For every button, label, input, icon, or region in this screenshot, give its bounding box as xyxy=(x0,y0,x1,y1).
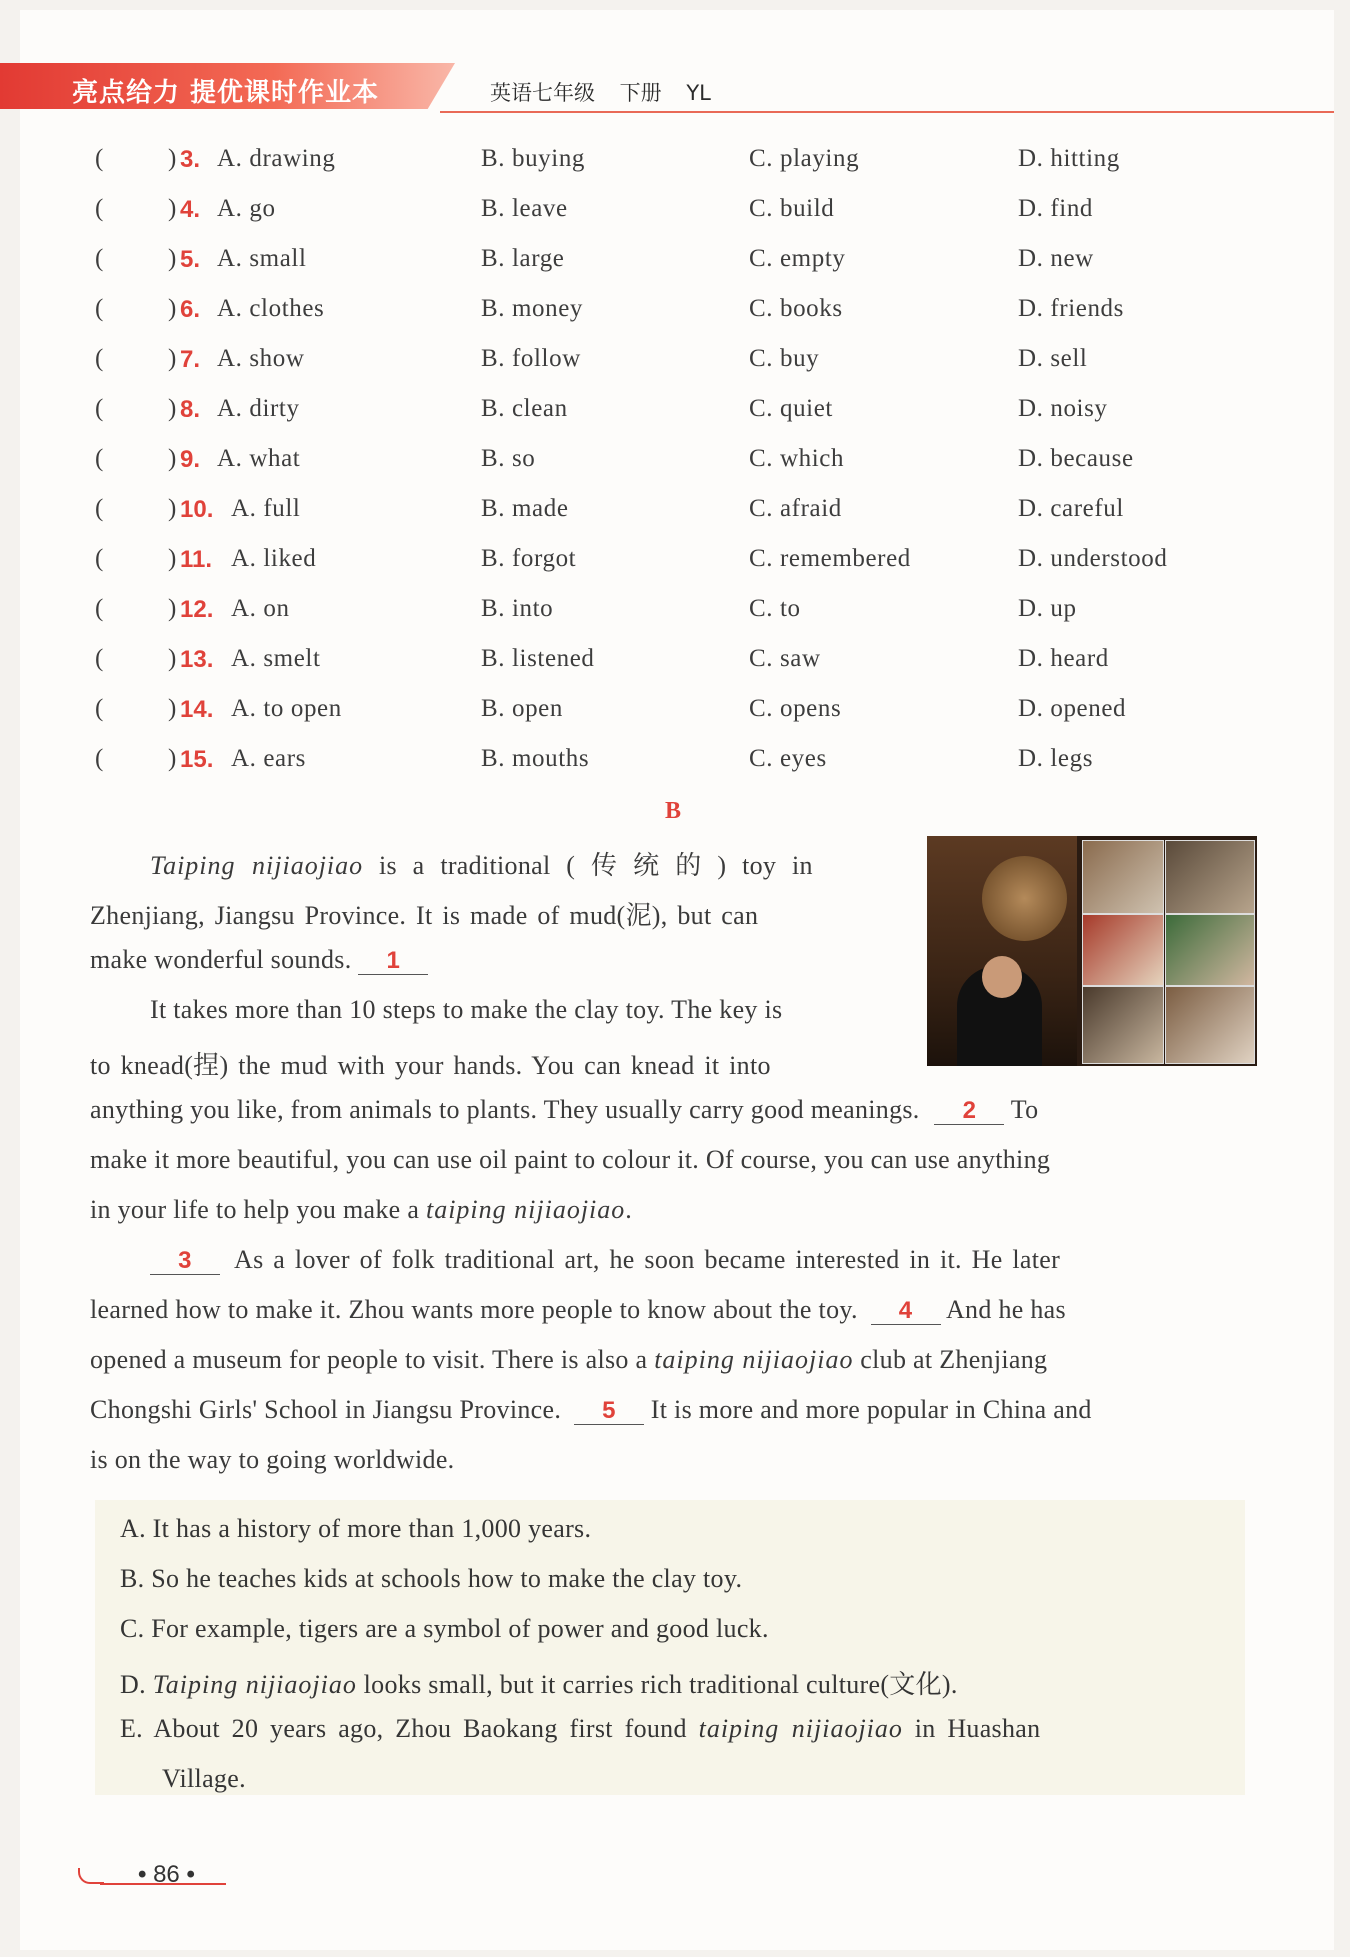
answer-paren-close: ) xyxy=(168,745,177,772)
passage-line xyxy=(90,945,428,975)
option-a: A. show xyxy=(217,345,305,372)
option-b: B. into xyxy=(481,595,554,622)
passage-text: Chongshi Girls' School in Jiangsu Province. xyxy=(90,1395,562,1424)
passage-text: . xyxy=(625,1195,633,1224)
question-number: 7. xyxy=(180,346,201,373)
footer-swoosh xyxy=(78,1868,104,1884)
passage-line xyxy=(90,1095,1038,1125)
page-number: • 86 • xyxy=(138,1861,195,1888)
question-number: 9. xyxy=(180,446,201,473)
italic-term: Taiping nijiaojiao xyxy=(150,851,364,880)
question-number: 3. xyxy=(180,146,201,173)
answer-paren-open: ( xyxy=(95,345,104,372)
answer-paren-close: ) xyxy=(168,595,177,622)
option-d: D. careful xyxy=(1018,495,1124,522)
option-b: B. forgot xyxy=(481,545,577,572)
passage-line: to knead(捏) the mud with your hands. You can knead it into xyxy=(90,1051,771,1080)
option-c: C. empty xyxy=(749,245,846,272)
option-line-e xyxy=(120,1714,1040,1744)
option-d: D. up xyxy=(1018,595,1077,622)
question-number: 10. xyxy=(180,496,214,523)
option-a: A. small xyxy=(217,245,307,272)
option-c: C. afraid xyxy=(749,495,842,522)
passage-text: opened a museum for people to visit. There is also a xyxy=(90,1345,648,1374)
photo-tile xyxy=(1165,840,1255,914)
answer-paren-close: ) xyxy=(168,345,177,372)
passage-line: It takes more than 10 steps to make the clay toy. The key is xyxy=(150,995,783,1024)
answer-paren-close: ) xyxy=(168,295,177,322)
passage-text: As a lover of folk traditional art, he soon became interested in it. He later xyxy=(234,1245,1061,1274)
option-line-c: C. For example, tigers are a symbol of power and good luck. xyxy=(120,1614,769,1643)
italic-term: Taiping nijiaojiao xyxy=(152,1670,357,1699)
option-d: D. because xyxy=(1018,445,1134,472)
photo-hat xyxy=(982,856,1067,941)
passage-line xyxy=(90,1195,632,1225)
option-line-b: B. So he teaches kids at schools how to make the clay toy. xyxy=(120,1564,743,1593)
question-number: 15. xyxy=(180,746,214,773)
question-number: 5. xyxy=(180,246,201,273)
option-text: E. About 20 years ago, Zhou Baokang first found xyxy=(120,1714,687,1743)
option-d: D. legs xyxy=(1018,745,1094,772)
answer-paren-close: ) xyxy=(168,395,177,422)
option-a: A. full xyxy=(231,495,301,522)
option-d: D. noisy xyxy=(1018,395,1108,422)
passage-text: club at Zhenjiang xyxy=(860,1345,1048,1374)
question-number: 6. xyxy=(180,296,201,323)
options-box xyxy=(95,1500,1245,1795)
answer-paren-close: ) xyxy=(168,245,177,272)
question-number: 4. xyxy=(180,196,201,223)
answer-blank: 2 xyxy=(934,1098,1004,1125)
option-line-d xyxy=(120,1664,958,1701)
answer-blank: 5 xyxy=(574,1398,644,1425)
answer-blank: 1 xyxy=(358,948,428,975)
answer-paren-open: ( xyxy=(95,195,104,222)
option-c: C. opens xyxy=(749,695,842,722)
answer-paren-close: ) xyxy=(168,145,177,172)
passage-line: is on the way to going worldwide. xyxy=(90,1445,455,1474)
option-a: A. dirty xyxy=(217,395,300,422)
italic-term: taiping nijiaojiao xyxy=(654,1345,854,1374)
answer-paren-close: ) xyxy=(168,495,177,522)
option-text: in Huashan xyxy=(914,1714,1041,1743)
answer-paren-open: ( xyxy=(95,595,104,622)
passage-line xyxy=(90,1295,1066,1325)
photo-tile xyxy=(1165,914,1255,986)
answer-paren-open: ( xyxy=(95,295,104,322)
option-d: D. opened xyxy=(1018,695,1127,722)
option-c: C. quiet xyxy=(749,395,833,422)
photo-tile xyxy=(1165,986,1255,1064)
option-c: C. playing xyxy=(749,145,860,172)
passage-text: anything you like, from animals to plants. They usually carry good meanings. xyxy=(90,1095,920,1124)
answer-paren-open: ( xyxy=(95,395,104,422)
passage-line xyxy=(90,1395,1092,1425)
option-c: C. build xyxy=(749,195,835,222)
option-a: A. what xyxy=(217,445,301,472)
answer-paren-close: ) xyxy=(168,645,177,672)
header-brand: 亮点给力 提优课时作业本 xyxy=(72,78,380,108)
clay-toy-photo xyxy=(927,836,1257,1066)
option-a: A. on xyxy=(231,595,290,622)
photo-tile xyxy=(1082,986,1164,1064)
passage-text: is a traditional ( 传 统 的 ) toy in xyxy=(363,851,813,880)
photo-face xyxy=(982,956,1022,998)
answer-blank: 4 xyxy=(871,1298,941,1325)
option-a: A. to open xyxy=(231,695,342,722)
option-a: A. clothes xyxy=(217,295,325,322)
option-b: B. mouths xyxy=(481,745,590,772)
option-c: C. books xyxy=(749,295,843,322)
option-d: D. understood xyxy=(1018,545,1168,572)
header-book-info: 英语七年级 下册 YL xyxy=(490,81,711,105)
passage-line xyxy=(90,1345,1047,1375)
option-a: A. go xyxy=(217,195,276,222)
option-c: C. which xyxy=(749,445,845,472)
option-a: A. liked xyxy=(231,545,317,572)
option-prefix: D. xyxy=(120,1670,146,1699)
answer-paren-close: ) xyxy=(168,695,177,722)
option-b: B. clean xyxy=(481,395,568,422)
option-c: C. to xyxy=(749,595,801,622)
passage-line xyxy=(150,1245,1060,1275)
italic-term: taiping nijiaojiao xyxy=(425,1195,626,1224)
option-b: B. made xyxy=(481,495,569,522)
answer-paren-open: ( xyxy=(95,695,104,722)
question-number: 14. xyxy=(180,696,214,723)
option-c: C. remembered xyxy=(749,545,911,572)
option-line-e-cont: Village. xyxy=(162,1764,246,1793)
question-number: 12. xyxy=(180,596,214,623)
option-b: B. follow xyxy=(481,345,581,372)
answer-paren-open: ( xyxy=(95,445,104,472)
option-text: looks small, but it carries rich traditional culture(文化). xyxy=(363,1670,958,1699)
option-d: D. sell xyxy=(1018,345,1088,372)
option-d: D. friends xyxy=(1018,295,1124,322)
passage-text: in your life to help you make a xyxy=(90,1195,420,1224)
passage-text: make wonderful sounds. xyxy=(90,945,352,974)
option-c: C. eyes xyxy=(749,745,827,772)
option-a: A. smelt xyxy=(231,645,321,672)
option-b: B. large xyxy=(481,245,565,272)
section-label: B xyxy=(665,798,682,824)
page-number-value: 86 xyxy=(153,1861,180,1888)
answer-paren-open: ( xyxy=(95,145,104,172)
option-a: A. drawing xyxy=(217,145,336,172)
passage-line: make it more beautiful, you can use oil paint to colour it. Of course, you can use anything xyxy=(90,1145,1051,1174)
answer-paren-open: ( xyxy=(95,645,104,672)
italic-term: taiping nijiaojiao xyxy=(698,1714,903,1743)
answer-paren-close: ) xyxy=(168,445,177,472)
answer-paren-open: ( xyxy=(95,245,104,272)
option-b: B. leave xyxy=(481,195,568,222)
answer-paren-close: ) xyxy=(168,195,177,222)
option-c: C. saw xyxy=(749,645,821,672)
passage-text: And he has xyxy=(945,1295,1066,1324)
photo-tile xyxy=(1082,840,1164,914)
option-a: A. ears xyxy=(231,745,307,772)
answer-paren-open: ( xyxy=(95,545,104,572)
passage-text: learned how to make it. Zhou wants more people to know about the toy. xyxy=(90,1295,858,1324)
option-d: D. new xyxy=(1018,245,1094,272)
question-number: 11. xyxy=(180,546,213,573)
option-d: D. find xyxy=(1018,195,1094,222)
question-number: 13. xyxy=(180,646,214,673)
passage-text: To xyxy=(1010,1095,1039,1124)
answer-blank: 3 xyxy=(150,1248,220,1275)
option-b: B. open xyxy=(481,695,563,722)
answer-paren-close: ) xyxy=(168,545,177,572)
option-b: B. listened xyxy=(481,645,595,672)
passage-line: Zhenjiang, Jiangsu Province. It is made of mud(泥), but can xyxy=(90,901,759,930)
option-b: B. so xyxy=(481,445,536,472)
answer-paren-open: ( xyxy=(95,495,104,522)
passage-text: It is more and more popular in China and xyxy=(650,1395,1092,1424)
option-c: C. buy xyxy=(749,345,820,372)
question-number: 8. xyxy=(180,396,201,423)
passage-line xyxy=(150,845,813,882)
header-rule xyxy=(440,111,1334,113)
option-line-a: A. It has a history of more than 1,000 years. xyxy=(120,1514,592,1543)
answer-paren-open: ( xyxy=(95,745,104,772)
photo-tile xyxy=(1082,914,1164,986)
option-b: B. buying xyxy=(481,145,586,172)
option-d: D. hitting xyxy=(1018,145,1120,172)
option-b: B. money xyxy=(481,295,584,322)
option-d: D. heard xyxy=(1018,645,1109,672)
